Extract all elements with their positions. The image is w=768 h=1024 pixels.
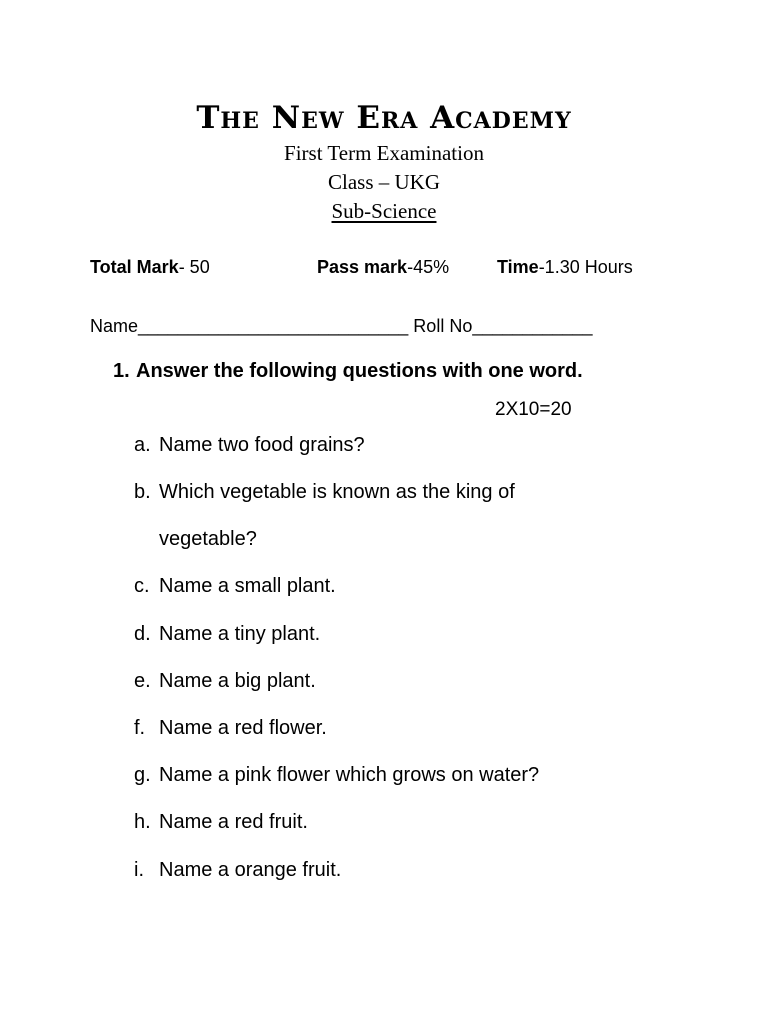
question-text: Which vegetable is known as the king of <box>159 481 515 503</box>
total-mark-label: Total Mark <box>90 257 179 277</box>
question-letter: b. <box>134 481 151 503</box>
question-text: Name a red fruit. <box>159 811 308 833</box>
question-c <box>134 572 336 600</box>
section-number: 1. <box>113 360 130 382</box>
pass-mark-value: -45% <box>407 257 450 277</box>
question-e <box>134 667 316 695</box>
section-marks: 2X10=20 <box>495 399 572 420</box>
name-roll-line: Name___________________________ Roll No____________ <box>90 316 593 336</box>
question-d <box>134 620 320 648</box>
pass-mark <box>317 254 449 280</box>
question-text: Name two food grains? <box>159 434 365 456</box>
time-value: -1.30 Hours <box>538 257 633 277</box>
subject-text: Sub-Science <box>331 199 437 223</box>
question-f <box>134 714 327 742</box>
question-text: Name a red flower. <box>159 717 327 739</box>
school-name: The New Era Academy <box>196 100 572 136</box>
question-h <box>134 808 308 836</box>
total-mark-value: - 50 <box>178 257 210 277</box>
question-letter: f. <box>134 717 146 739</box>
question-b <box>134 478 515 506</box>
class-line: Class – UKG <box>327 170 440 194</box>
section-heading-text: Answer the following questions with one word. <box>136 360 583 382</box>
question-text: Name a big plant. <box>159 670 316 692</box>
question-letter: h. <box>134 811 151 833</box>
question-i <box>134 856 341 884</box>
question-letter: c. <box>134 575 150 597</box>
question-text: Name a orange fruit. <box>159 859 342 881</box>
question-letter: i. <box>134 859 144 881</box>
question-b-continuation: vegetable? <box>159 528 257 550</box>
total-mark <box>90 254 210 280</box>
question-a <box>134 431 365 459</box>
question-text: Name a pink flower which grows on water? <box>159 764 540 786</box>
question-g <box>134 761 539 789</box>
question-letter: a. <box>134 434 151 456</box>
time-allowed <box>497 254 633 280</box>
subject-line <box>0 197 768 225</box>
question-letter: d. <box>134 623 151 645</box>
question-text: Name a small plant. <box>159 575 336 597</box>
question-text: Name a tiny plant. <box>159 623 321 645</box>
section-heading <box>113 357 583 385</box>
exam-title: First Term Examination <box>284 141 484 165</box>
question-letter: e. <box>134 670 151 692</box>
pass-mark-label: Pass mark <box>317 257 408 277</box>
question-letter: g. <box>134 764 151 786</box>
time-label: Time <box>497 257 539 277</box>
